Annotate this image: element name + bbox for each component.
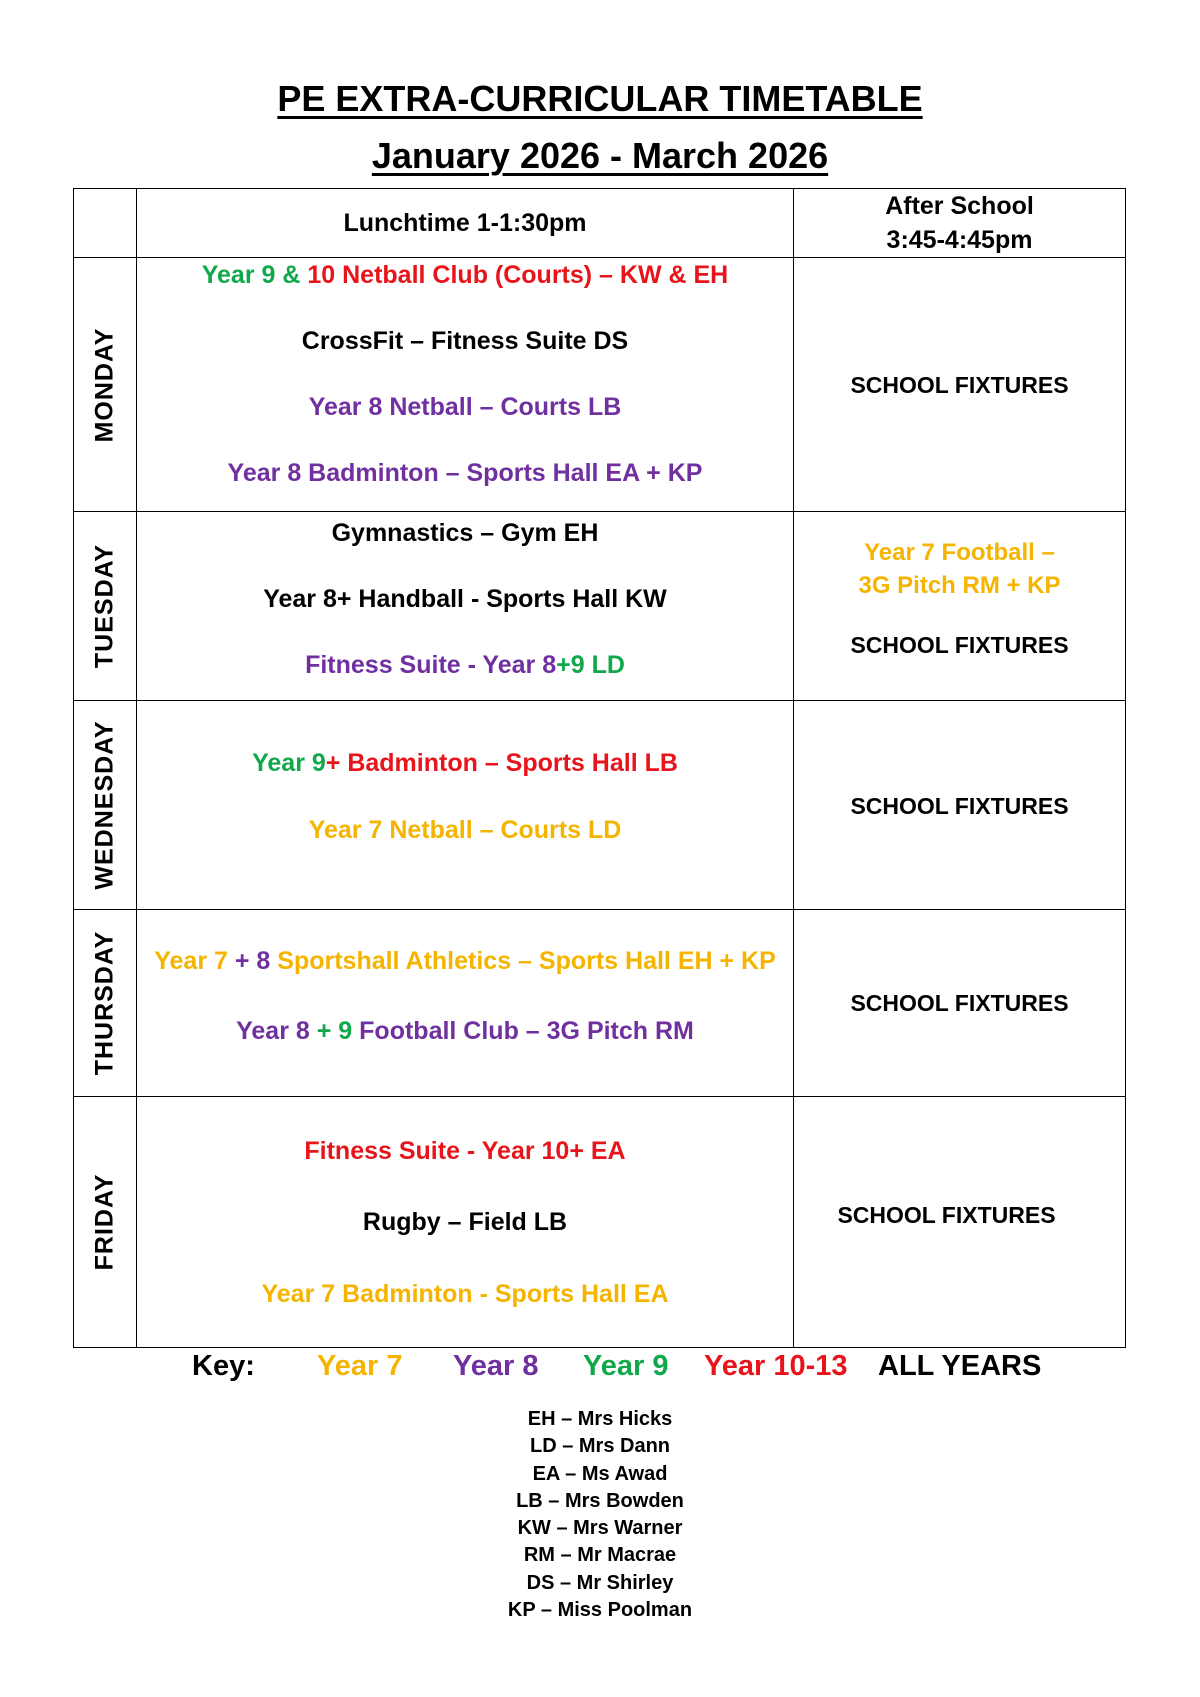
- school-fixtures-thursday: SCHOOL FIXTURES: [850, 990, 1069, 1017]
- key-label: Key:: [192, 1350, 255, 1382]
- activity-friday-year7-badminton: Year 7 Badminton - Sports Hall EA: [261, 1280, 669, 1309]
- lunch-cell-thursday: [137, 910, 794, 1097]
- key-year8: Year 8: [453, 1350, 539, 1382]
- page-subtitle: January 2026 - March 2026: [371, 135, 829, 176]
- activity-monday-year8-badminton: Year 8 Badminton – Sports Hall EA + KP: [227, 459, 703, 488]
- after-cell-thursday: [794, 910, 1126, 1097]
- staff-item: EH – Mrs Hicks: [527, 1408, 673, 1430]
- staff-item: KW – Mrs Warner: [517, 1517, 683, 1540]
- school-fixtures-wednesday: SCHOOL FIXTURES: [850, 792, 1069, 819]
- key-all-years: ALL YEARS: [878, 1350, 1042, 1382]
- row-thursday: [74, 910, 1126, 1097]
- header-after-school-time: 3:45-4:45pm: [886, 226, 1033, 255]
- key-year7: Year 7: [317, 1350, 403, 1382]
- header-corner-cell: [74, 189, 137, 258]
- after-cell-monday: [794, 258, 1126, 512]
- header-lunchtime-label: Lunchtime 1-1:30pm: [343, 209, 587, 238]
- row-friday: [74, 1097, 1126, 1348]
- key-year9: Year 9: [583, 1350, 669, 1382]
- day-cell-monday: [74, 258, 137, 512]
- staff-item: DS – Mr Shirley: [526, 1571, 674, 1594]
- day-cell-friday: [74, 1097, 137, 1348]
- lunch-cell-friday: [137, 1097, 794, 1348]
- staff-list: [0, 1406, 1200, 1624]
- lunch-cell-wednesday: [137, 700, 794, 910]
- row-tuesday: [74, 512, 1126, 701]
- staff-item: RM – Mr Macrae: [523, 1544, 677, 1567]
- after-cell-friday: [794, 1097, 1126, 1348]
- activity-monday-year8-netball: Year 8 Netball – Courts LB: [308, 393, 622, 422]
- timetable: [73, 188, 1126, 1348]
- after-cell-wednesday: [794, 700, 1126, 910]
- staff-item: KP – Miss Poolman: [507, 1599, 693, 1622]
- day-label-thursday: THURSDAY: [90, 930, 119, 1076]
- row-wednesday: [74, 700, 1126, 910]
- colour-key: [0, 1350, 1200, 1390]
- lunch-cell-monday: [137, 258, 794, 512]
- day-label-tuesday: TUESDAY: [90, 543, 119, 669]
- activity-thursday-athletics: Year 7 + 8 Sportshall Athletics – Sports Hall EH + KP: [154, 947, 776, 976]
- activity-tuesday-fitness-suite: Fitness Suite - Year 8+9 LD: [305, 651, 625, 680]
- activity-thursday-football-club: Year 8 + 9 Football Club – 3G Pitch RM: [236, 1017, 694, 1046]
- row-monday: [74, 258, 1126, 512]
- activity-monday-netball-club: Year 9 & 10 Netball Club (Courts) – KW & EH: [201, 261, 729, 290]
- day-label-wednesday: WEDNESDAY: [90, 720, 119, 890]
- year7-football-line2: 3G Pitch RM + KP: [858, 572, 1061, 600]
- staff-item: LD – Mrs Dann: [529, 1435, 671, 1458]
- activity-friday-fitness-suite: Fitness Suite - Year 10+ EA: [304, 1137, 626, 1166]
- day-cell-thursday: [74, 910, 137, 1097]
- header-row: [74, 189, 1126, 258]
- header-after-school-label: After School: [885, 192, 1034, 221]
- activity-tuesday-year7-football: [794, 536, 1125, 602]
- lunch-cell-tuesday: [137, 512, 794, 701]
- school-fixtures-monday: SCHOOL FIXTURES: [850, 372, 1069, 399]
- after-cell-tuesday: [794, 512, 1126, 701]
- day-cell-tuesday: [74, 512, 137, 701]
- year7-football-line1: Year 7 Football –: [864, 539, 1055, 567]
- activity-tuesday-handball: Year 8+ Handball - Sports Hall KW: [263, 585, 667, 614]
- activity-wednesday-year7-netball: Year 7 Netball – Courts LD: [308, 815, 622, 844]
- header-lunchtime: [137, 189, 794, 258]
- day-cell-wednesday: [74, 700, 137, 910]
- staff-item: EA – Ms Awad: [532, 1462, 668, 1485]
- header-after-school: [794, 189, 1126, 258]
- key-year10-13: Year 10-13: [704, 1350, 848, 1382]
- day-label-friday: FRIDAY: [90, 1173, 119, 1271]
- activity-monday-crossfit: CrossFit – Fitness Suite DS: [301, 327, 629, 356]
- activity-friday-rugby: Rugby – Field LB: [362, 1208, 568, 1237]
- school-fixtures-tuesday: SCHOOL FIXTURES: [850, 632, 1069, 659]
- staff-item: LB – Mrs Bowden: [516, 1489, 684, 1512]
- day-label-monday: MONDAY: [90, 327, 119, 443]
- activity-tuesday-gymnastics: Gymnastics – Gym EH: [331, 519, 599, 548]
- page-title: PE EXTRA-CURRICULAR TIMETABLE: [277, 78, 923, 119]
- activity-wednesday-badminton: Year 9+ Badminton – Sports Hall LB: [252, 748, 678, 777]
- school-fixtures-friday: SCHOOL FIXTURES: [837, 1202, 1056, 1229]
